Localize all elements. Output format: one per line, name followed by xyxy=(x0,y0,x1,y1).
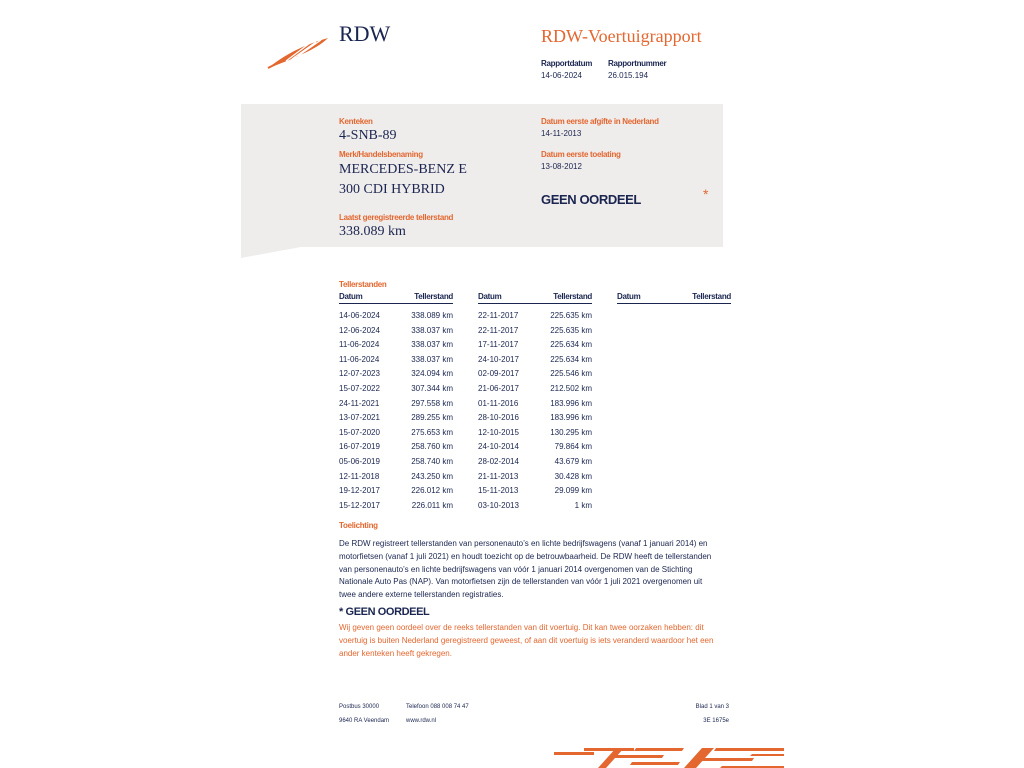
table-row xyxy=(478,338,592,353)
reading-km: 30.428 km xyxy=(554,471,592,481)
table-row xyxy=(478,382,592,397)
readings-column-2 xyxy=(478,292,592,513)
table-row xyxy=(478,440,592,455)
readings-column-3 xyxy=(617,292,731,304)
reading-km: 1 km xyxy=(574,500,592,510)
reading-km: 297.558 km xyxy=(411,398,453,408)
footer-po-box: Postbus 30000 xyxy=(339,704,380,710)
reading-date: 01-11-2016 xyxy=(478,398,519,408)
reading-date: 22-11-2017 xyxy=(478,325,519,335)
notes-line: van personenauto’s en lichte bedrijfswagens van vóór 1 januari 2014 overgenomen van de Stichting xyxy=(339,564,693,574)
report-number-label: Rapportnummer xyxy=(608,59,667,68)
report-title: RDW-Voertuigrapport xyxy=(541,26,702,46)
table-row xyxy=(339,470,453,485)
table-row xyxy=(339,397,453,412)
reading-km: 29.099 km xyxy=(554,486,592,496)
reading-date: 12-07-2023 xyxy=(339,369,380,379)
date-header: Datum xyxy=(478,292,502,301)
reading-date: 28-10-2016 xyxy=(478,413,519,423)
notes-title: Toelichting xyxy=(339,521,378,530)
reading-date: 02-09-2017 xyxy=(478,369,519,379)
reading-date: 24-10-2017 xyxy=(478,354,519,364)
first-admission-value: 13-08-2012 xyxy=(541,162,582,171)
reading-km: 307.344 km xyxy=(411,383,453,393)
reading-header: Tellerstand xyxy=(692,292,731,301)
reading-date: 12-11-2018 xyxy=(339,471,380,481)
verdict-note-line: voertuig is buiten Nederland geregistreerd geweest, of aan dit voertuig is iets veranderd waardoor het een xyxy=(339,635,714,645)
reading-date: 28-02-2014 xyxy=(478,456,519,466)
reading-km: 289.255 km xyxy=(411,413,453,423)
table-row xyxy=(478,309,592,324)
first-registration-nl-label: Datum eerste afgifte in Nederland xyxy=(541,117,659,126)
notes-line: Nationale Auto Pas (NAP). Van motorfietsen zijn de tellerstanden van vóór 1 juli 2021 overgenomen uit xyxy=(339,577,703,587)
make-line-2: 300 CDI HYBRID xyxy=(339,182,445,197)
odometer-label: Laatst geregistreerde tellerstand xyxy=(339,213,454,222)
make-label: Merk/Handelsbenaming xyxy=(339,150,423,159)
table-row xyxy=(478,411,592,426)
table-row xyxy=(478,470,592,485)
first-registration-nl-value: 14-11-2013 xyxy=(541,129,582,138)
reading-date: 11-06-2024 xyxy=(339,340,380,350)
reading-date: 24-10-2014 xyxy=(478,442,519,452)
reading-km: 225.634 km xyxy=(550,340,592,350)
reading-km: 225.635 km xyxy=(550,311,592,320)
table-row xyxy=(339,499,453,514)
verdict-note-body xyxy=(339,622,731,660)
verdict-note-line: Wij geven geen oordeel over de reeks tellerstanden van dit voertuig. Dit kan twee oorzaken hebben: dit xyxy=(339,623,704,632)
date-header: Datum xyxy=(339,292,363,301)
reading-km: 183.996 km xyxy=(550,398,592,408)
notes-line: motorfietsen (vanaf 1 juli 2021) en houdt toezicht op de betrouwbaarheid. De RDW heeft de tellerstanden xyxy=(339,551,712,561)
rdw-feather-logo-icon xyxy=(266,35,330,69)
verdict-note-line: ander kenteken heeft gekregen. xyxy=(339,648,452,658)
notes-body xyxy=(339,538,731,602)
reading-km: 338.037 km xyxy=(411,354,453,364)
reading-date: 22-11-2017 xyxy=(478,311,519,320)
notes-line: De RDW registreert tellerstanden van personenauto’s en lichte bedrijfswagens (vanaf 1 januari 2014) en xyxy=(339,539,708,548)
verdict-asterisk: * xyxy=(703,186,709,202)
footer-postal-city: 9640 RA Veendam xyxy=(339,718,390,724)
reading-date: 05-06-2019 xyxy=(339,456,380,466)
reading-date: 24-11-2021 xyxy=(339,398,380,408)
table-row xyxy=(339,367,453,382)
readings-header xyxy=(478,292,592,304)
reading-km: 212.502 km xyxy=(550,383,592,393)
table-row xyxy=(478,426,592,441)
reading-date: 21-06-2017 xyxy=(478,383,519,393)
reading-date: 12-06-2024 xyxy=(339,325,380,335)
reading-km: 275.653 km xyxy=(411,427,453,437)
reading-date: 15-11-2013 xyxy=(478,486,519,496)
verdict-value: GEEN OORDEEL xyxy=(541,192,641,207)
table-row xyxy=(478,367,592,382)
plate-label: Kenteken xyxy=(339,117,373,126)
readings-column-1 xyxy=(339,292,453,513)
reading-km: 226.011 km xyxy=(411,500,453,510)
table-row xyxy=(478,353,592,368)
make-line-1: MERCEDES-BENZ E xyxy=(339,162,467,177)
table-row xyxy=(339,484,453,499)
reading-date: 19-12-2017 xyxy=(339,486,380,496)
table-row xyxy=(478,484,592,499)
report-date: 14-06-2024 xyxy=(541,71,582,80)
reading-date: 15-07-2022 xyxy=(339,383,380,393)
table-row xyxy=(339,440,453,455)
orange-stripes-decoration xyxy=(554,744,784,768)
table-row xyxy=(339,338,453,353)
reading-km: 338.037 km xyxy=(411,340,453,350)
reading-date: 15-07-2020 xyxy=(339,427,380,437)
reading-km: 225.634 km xyxy=(550,354,592,364)
first-admission-label: Datum eerste toelating xyxy=(541,150,621,159)
notes-line: twee andere externe tellerstanden registraties. xyxy=(339,590,504,600)
table-row xyxy=(339,309,453,324)
reading-km: 338.037 km xyxy=(411,325,453,335)
readings-header xyxy=(339,292,453,304)
footer-website: www.rdw.nl xyxy=(406,718,437,724)
report-date-label: Rapportdatum xyxy=(541,59,593,68)
reading-header: Tellerstand xyxy=(414,292,453,301)
reading-date: 14-06-2024 xyxy=(339,311,380,320)
readings-header xyxy=(617,292,731,304)
reading-date: 03-10-2013 xyxy=(478,500,519,510)
reading-km: 243.250 km xyxy=(411,471,453,481)
reading-km: 183.996 km xyxy=(550,413,592,423)
table-row xyxy=(478,455,592,470)
panel-tail-decoration xyxy=(241,247,301,258)
verdict-note-heading: * GEEN OORDEEL xyxy=(339,606,430,618)
table-row xyxy=(339,324,453,339)
report-number: 26.015.194 xyxy=(608,71,649,80)
table-row xyxy=(339,353,453,368)
reading-km: 338.089 km xyxy=(411,311,453,320)
footer-page-number: Blad 1 van 3 xyxy=(695,704,729,710)
reading-date: 11-06-2024 xyxy=(339,354,380,364)
table-row xyxy=(478,324,592,339)
reading-km: 226.012 km xyxy=(411,486,453,496)
table-row xyxy=(339,411,453,426)
org-name: RDW xyxy=(339,21,391,46)
reading-date: 17-11-2017 xyxy=(478,340,519,350)
reading-km: 258.740 km xyxy=(411,456,453,466)
table-row xyxy=(339,382,453,397)
reading-date: 15-12-2017 xyxy=(339,500,380,510)
reading-km: 324.094 km xyxy=(411,369,453,379)
reading-date: 13-07-2021 xyxy=(339,413,380,423)
reading-km: 225.635 km xyxy=(550,325,592,335)
table-row xyxy=(478,397,592,412)
reading-km: 130.295 km xyxy=(550,427,592,437)
footer-document-code: 3E 1675e xyxy=(703,718,729,724)
readings-title: Tellerstanden xyxy=(339,280,387,289)
readings-rows xyxy=(339,309,453,513)
reading-date: 12-10-2015 xyxy=(478,427,519,437)
reading-km: 79.864 km xyxy=(554,442,592,452)
reading-km: 43.679 km xyxy=(554,456,592,466)
reading-date: 16-07-2019 xyxy=(339,442,380,452)
table-row xyxy=(478,499,592,514)
odometer-value: 338.089 km xyxy=(339,224,406,239)
plate-value: 4-SNB-89 xyxy=(339,128,397,143)
reading-km: 225.546 km xyxy=(550,369,592,379)
date-header: Datum xyxy=(617,292,641,301)
reading-km: 258.760 km xyxy=(411,442,453,452)
reading-header: Tellerstand xyxy=(553,292,592,301)
table-row xyxy=(339,426,453,441)
readings-rows xyxy=(478,309,592,513)
table-row xyxy=(339,455,453,470)
footer-phone: Telefoon 088 008 74 47 xyxy=(406,704,469,710)
reading-date: 21-11-2013 xyxy=(478,471,519,481)
